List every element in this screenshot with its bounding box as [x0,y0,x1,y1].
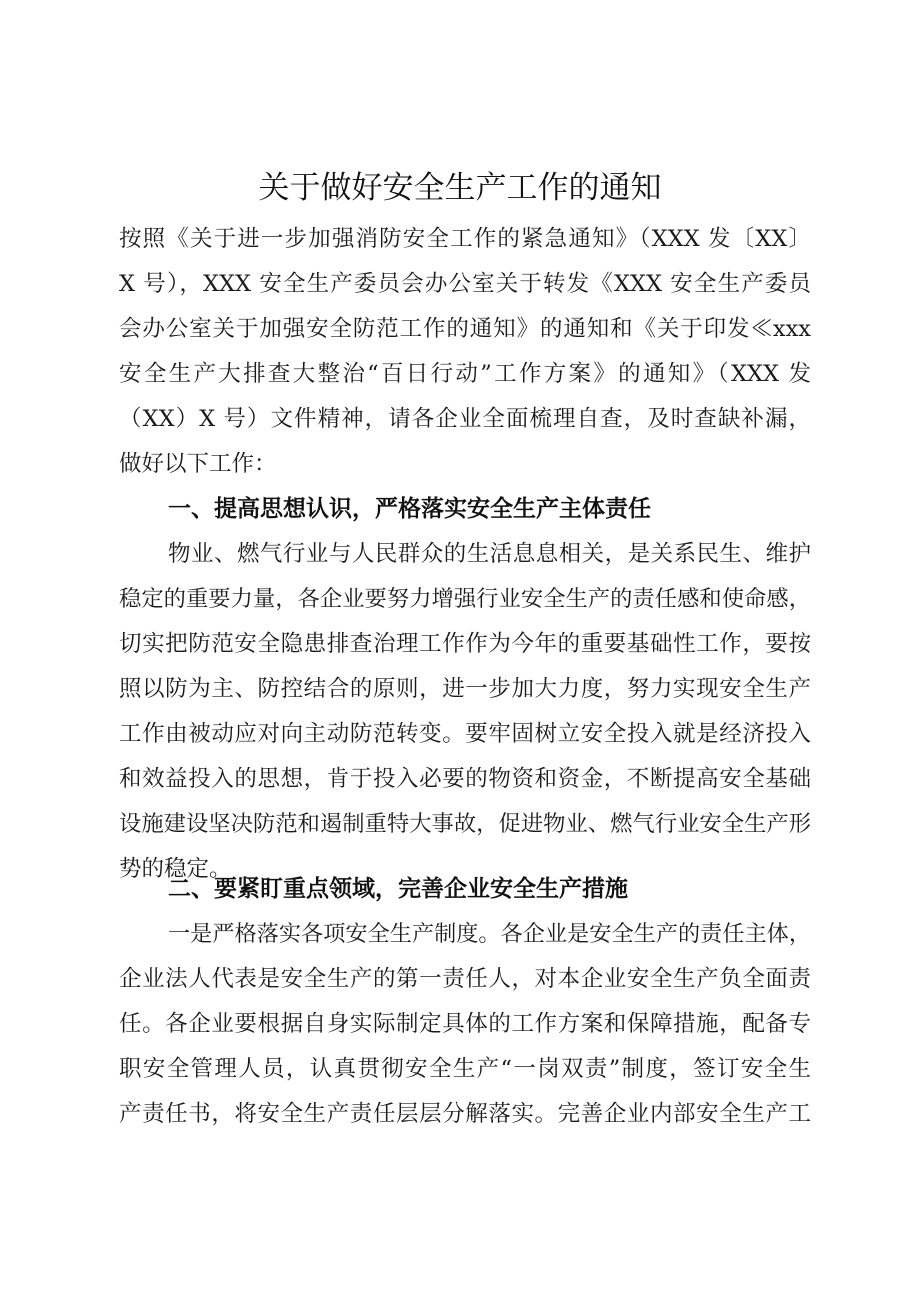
intro-line: 做好以下工作： [119,451,277,477]
section-heading: 一、提高思想认识，严格落实安全生产主体责任 [168,496,651,522]
section-body-line: 任。各企业要根据自身实际制定具体的工作方案和保障措施，配备专 [119,1011,811,1037]
section-body-line: 和效益投入的思想，肯于投入必要的物资和资金，不断提高安全基础 [119,766,811,792]
section-body-line: 企业法人代表是安全生产的第一责任人，对本企业安全生产负全面责 [119,966,811,992]
intro-line: 安全生产大排查大整治“百日行动”工作方案》的通知》（XXX 发 [119,361,811,387]
document-title: 关于做好安全生产工作的通知 [258,170,662,206]
intro-line: 按照《关于进一步加强消防安全工作的紧急通知》（XXX 发〔XX〕 [119,226,811,252]
section-body-line: 稳定的重要力量，各企业要努力增强行业安全生产的责任感和使命感， [119,586,811,612]
intro-line: 会办公室关于加强安全防范工作的通知》的通知和《关于印发≪xxx [119,316,811,342]
section-body-line: 切实把防范安全隐患排查治理工作作为今年的重要基础性工作，要按 [119,631,811,657]
section-body-line: 产责任书，将安全生产责任层层分解落实。完善企业内部安全生产工 [119,1101,811,1127]
intro-line: X 号），XXX 安全生产委员会办公室关于转发《XXX 安全生产委员 [119,271,811,297]
section-body-line: 一是严格落实各项安全生产制度。各企业是安全生产的责任主体， [168,921,811,947]
section-body-line: 照以防为主、防控结合的原则，进一步加大力度，努力实现安全生产 [119,676,811,702]
section-body-line: 物业、燃气行业与人民群众的生活息息相关，是关系民生、维护 [168,541,811,567]
section-body-line: 工作由被动应对向主动防范转变。要牢固树立安全投入就是经济投入 [119,721,811,747]
section-body-line: 势的稳定。 [119,856,232,882]
section-heading: 二、要紧盯重点领域，完善企业安全生产措施 [168,876,628,902]
section-body-line: 设施建设坚决防范和遏制重特大事故，促进物业、燃气行业安全生产形 [119,811,811,837]
section-body-line: 职安全管理人员，认真贯彻安全生产“一岗双责”制度，签订安全生 [119,1056,811,1082]
intro-line: （XX）X 号）文件精神，请各企业全面梳理自查，及时查缺补漏， [119,406,811,432]
